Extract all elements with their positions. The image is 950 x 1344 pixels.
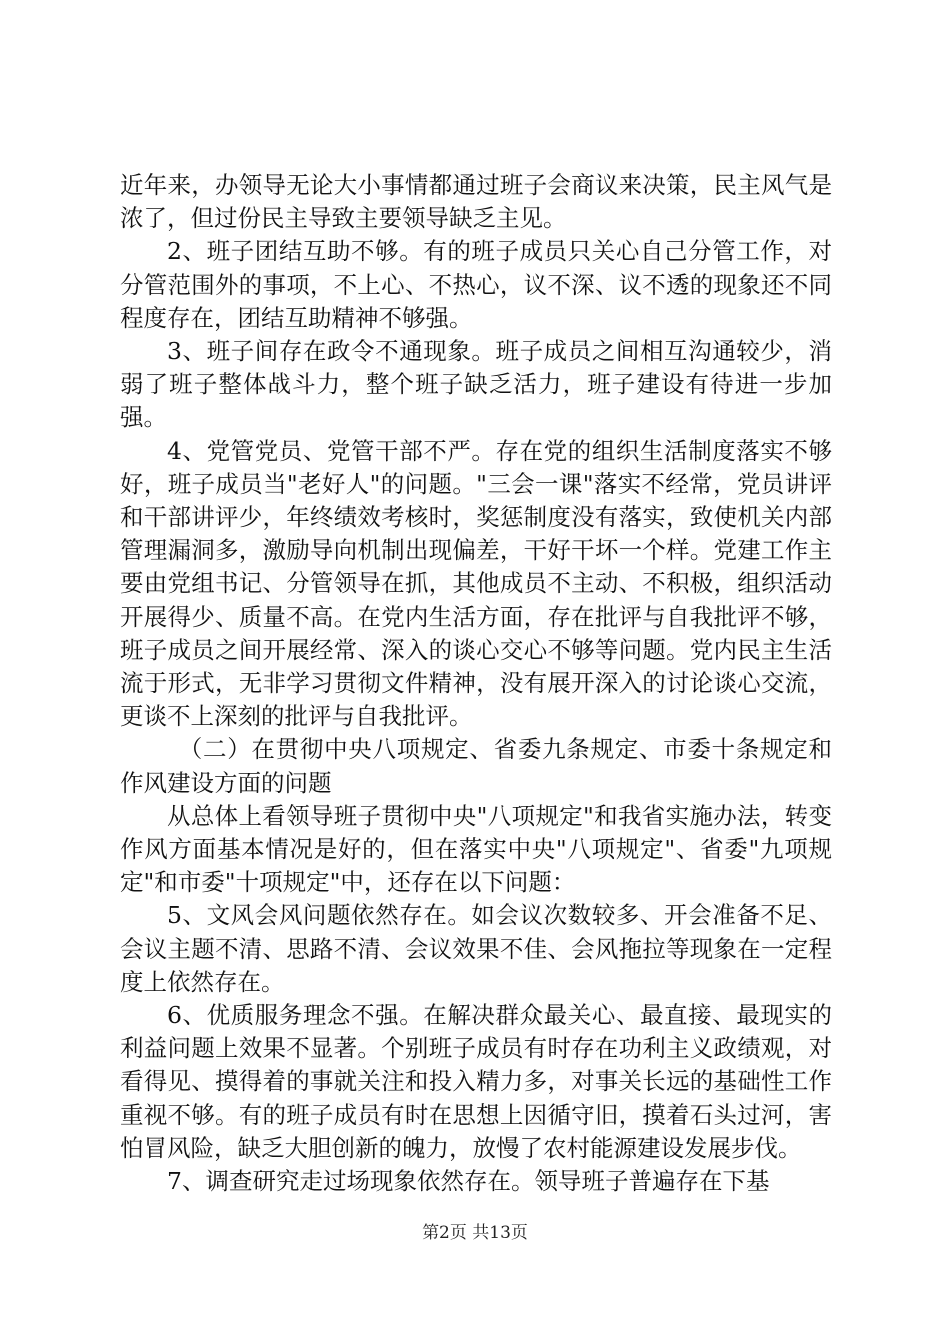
- paragraph-item-4: 4、党管党员、党管干部不严。存在党的组织生活制度落实不够好，班子成员当"老好人"的问题。"三会一课"落实不经常，党员讲评和干部讲评少，年终绩效考核时，奖惩制度没有落实，致使机关内部管理漏洞多，激励导向机制出现偏差，干好干坏一个样。党建工作主要由党组书记、分管领导在抓，其他成员不主动、不积极，组织活动开展得少、质量不高。在党内生活方面，存在批评与自我批评不够，班子成员之间开展经常、深入的谈心交心不够等问题。党内民主生活流于形式，无非学习贯彻文件精神，没有展开深入的讨论谈心交流，更谈不上深刻的批评与自我批评。: [120, 436, 832, 731]
- document-body: [120, 169, 832, 1198]
- paragraph-item-6: 6、优质服务理念不强。在解决群众最关心、最直接、最现实的利益问题上效果不显著。个别班子成员有时存在功利主义政绩观，对看得见、摸得着的事就关注和投入精力多，对事关长远的基础性工作重视不够。有的班子成员有时在思想上因循守旧，摸着石头过河，害怕冒风险，缺乏大胆创新的魄力，放慢了农村能源建设发展步伐。: [120, 1001, 832, 1162]
- paragraph-item-3: 3、班子间存在政令不通现象。班子成员之间相互沟通较少，消弱了班子整体战斗力，整个班子缺乏活力，班子建设有待进一步加强。: [120, 337, 832, 432]
- section-heading-2: （二）在贯彻中央八项规定、省委九条规定、市委十条规定和作风建设方面的问题: [120, 735, 832, 797]
- paragraph-continuation: 近年来，办领导无论大小事情都通过班子会商议来决策，民主风气是浓了，但过份民主导致主要领导缺乏主见。: [120, 171, 832, 233]
- paragraph-section-intro: 从总体上看领导班子贯彻中央"八项规定"和我省实施办法，转变作风方面基本情况是好的，但在落实中央"八项规定"、省委"九项规定"和市委"十项规定"中，还存在以下问题：: [120, 801, 832, 897]
- paragraph-item-5: 5、文风会风问题依然存在。如会议次数较多、开会准备不足、会议主题不清、思路不清、会议效果不佳、会风拖拉等现象在一定程度上依然存在。: [120, 901, 832, 996]
- paragraph-item-7: 7、调查研究走过场现象依然存在。领导班子普遍存在下基: [167, 1167, 770, 1196]
- page-number-footer: 第2页 共13页: [422, 1223, 528, 1243]
- paragraph-item-2: 2、班子团结互助不够。有的班子成员只关心自己分管工作，对分管范围外的事项，不上心、不热心，议不深、议不透的现象还不同程度存在，团结互助精神不够强。: [120, 237, 832, 332]
